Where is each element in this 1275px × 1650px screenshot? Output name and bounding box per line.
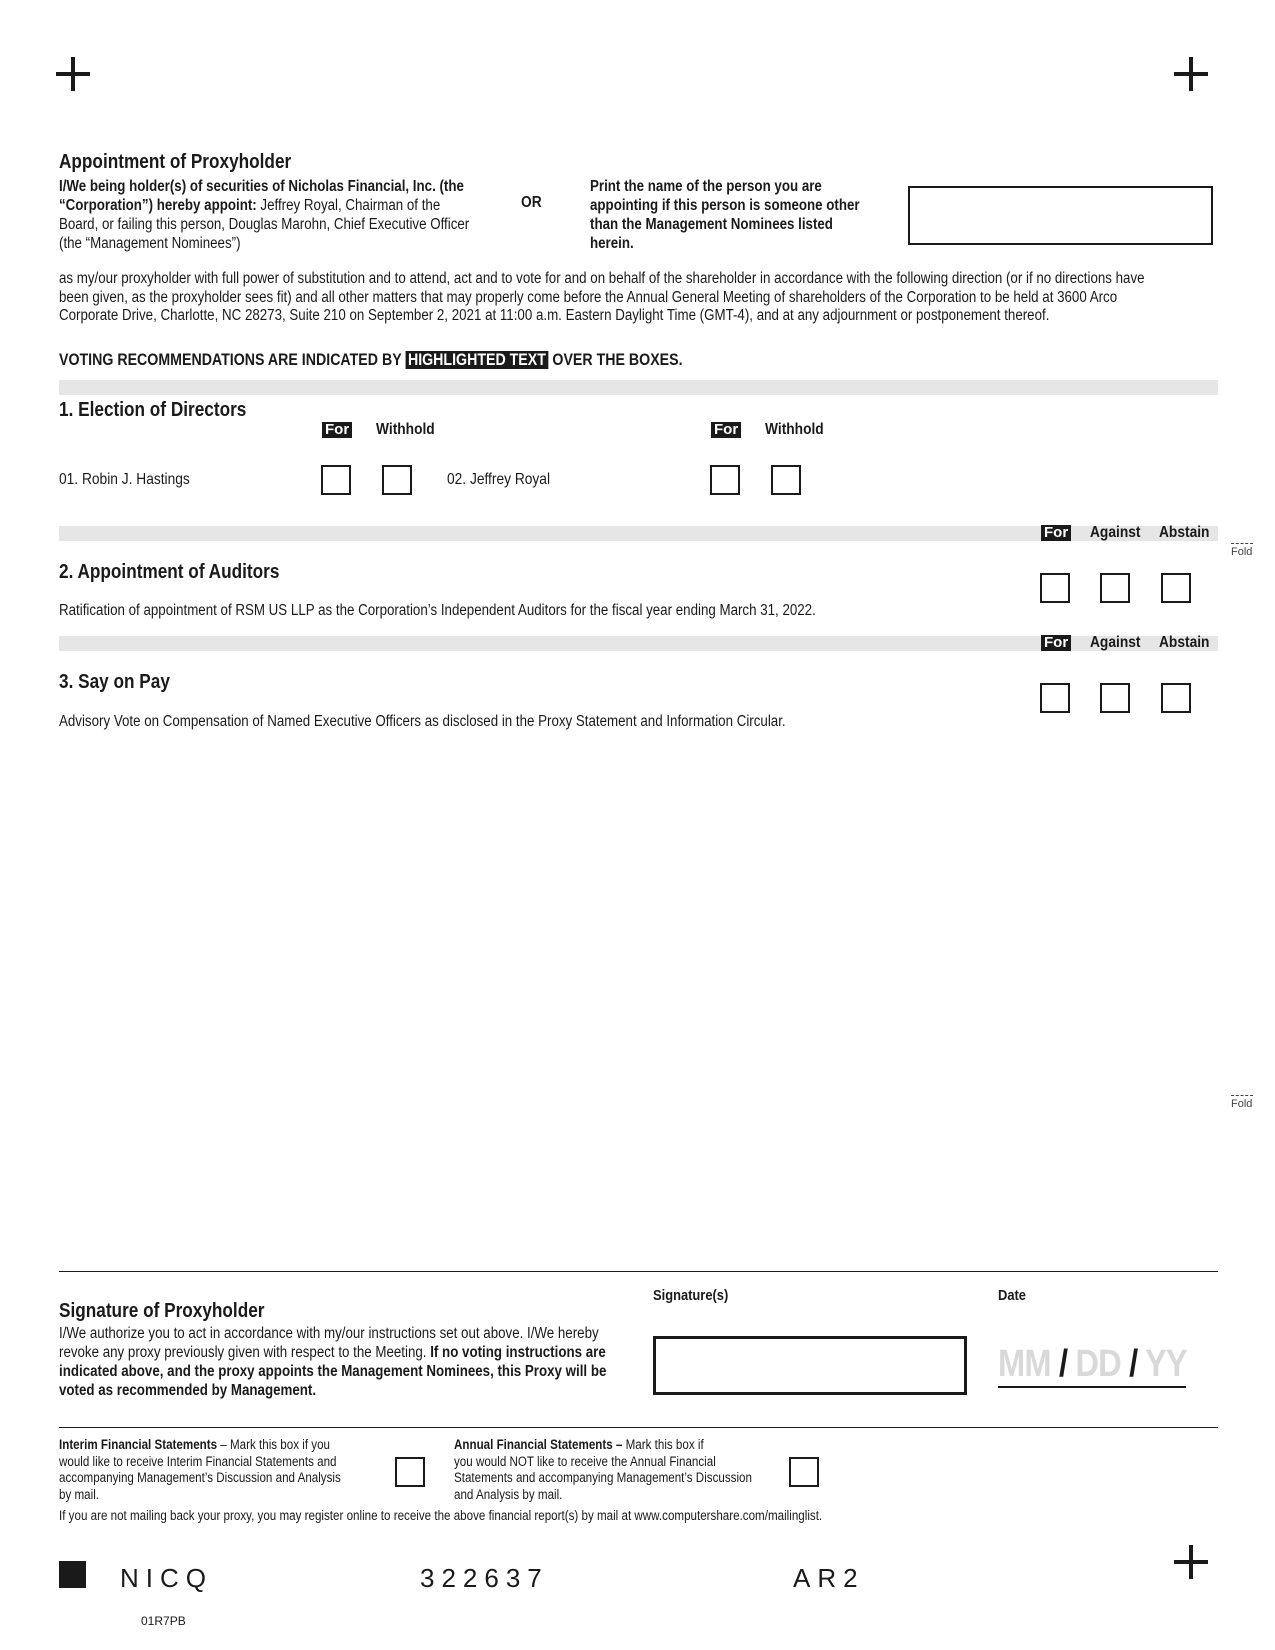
form-id: 01R7PB [141,1614,186,1628]
item1-nominee1-withhold-header: Withhold [376,421,435,438]
signature-line-4: voted as recommended by Management. [59,1382,317,1399]
nominee-name-2: 02. Jeffrey Royal [447,471,550,488]
interim-statements-checkbox[interactable] [395,1457,425,1487]
appointment-text [59,177,469,253]
interim-line-1-rest: – Mark this box if you [217,1437,331,1452]
voting-note-prefix: VOTING RECOMMENDATIONS ARE INDICATED BY [59,351,406,369]
appointment-line-2-bold: “Corporation”) hereby appoint: [59,197,257,214]
item1-nominee2-for-header: For [711,422,741,438]
nominee-name-1: 01. Robin J. Hastings [59,471,190,488]
date-separator-2: / [1129,1343,1138,1385]
annual-statements-text [454,1437,752,1503]
print-line-4: herein. [590,235,634,252]
interim-statements-text [59,1437,341,1503]
signature-line-2-plain: revoke any proxy previously given with respect to the Meeting. [59,1344,431,1361]
appointment-body-line-1: as my/our proxyholder with full power of substitution and to attend, act and to vote for and on behalf of the shareholder in accordance with the following direction (or if no directions have [59,270,1145,287]
interim-line-3: accompanying Management’s Discussion and Analysis [59,1470,341,1485]
section-band-1 [59,380,1218,395]
appointment-line-2-rest: Jeffrey Royal, Chairman of the [256,197,441,214]
registration-mark-bottom-right [1174,1545,1208,1579]
item3-for-header: For [1041,635,1071,651]
item1-nominee1-for-header: For [322,422,352,438]
item2-abstain-checkbox[interactable] [1161,573,1191,603]
appointment-body-line-3: Corporate Drive, Charlotte, NC 28273, Suite 210 on September 2, 2021 at 11:00 a.m. Eastern Daylight Time (GMT-4), and at any adjournment or postponement thereof. [59,307,1050,324]
item1-title: 1. Election of Directors [59,399,247,421]
footer-code-322637: 322637 [420,1563,549,1593]
registration-mark-top-right [1174,57,1208,91]
date-underline [998,1386,1186,1388]
nominee1-withhold-checkbox[interactable] [382,465,412,495]
item3-abstain-header: Abstain [1159,634,1210,651]
item3-for-checkbox[interactable] [1040,683,1070,713]
interim-line-4: by mail. [59,1486,100,1502]
appointment-body-line-2: been given, as the proxyholder sees fit) and all other matters that may properly come before the Annual General Meeting of shareholders of the Corporation to be held at 3600 Arco [59,288,1118,306]
appointment-line-4: (the “Management Nominees”) [59,235,241,252]
registration-mark-top-left [56,57,90,91]
nominee2-for-checkbox[interactable] [710,465,740,495]
nominee1-for-checkbox[interactable] [321,465,351,495]
annual-line-1-rest: Mark this box if [622,1437,704,1452]
signature-line-1: I/We authorize you to act in accordance with my/our instructions set out above. I/We hereby [59,1325,599,1342]
signature-text [59,1324,606,1400]
signature-line-2 [59,1343,606,1362]
item3-title: 3. Say on Pay [59,671,170,693]
signature-line-3: indicated above, and the proxy appoints the Management Nominees, this Proxy will be [59,1363,607,1380]
signature-label: Signature(s) [653,1287,729,1304]
date-mm-placeholder: MM [998,1343,1051,1385]
date-dd-placeholder: DD [1075,1343,1121,1385]
print-name-instructions [590,177,860,253]
voting-recommendations-note [59,351,683,370]
annual-title: Annual Financial Statements – [454,1437,623,1452]
item3-against-checkbox[interactable] [1100,683,1130,713]
item2-description: Ratification of appointment of RSM US LLP as the Corporation’s Independent Auditors for the fiscal year ending March 31, 2022. [59,602,816,619]
appointment-body [59,270,1145,326]
voting-note-suffix: OVER THE BOXES. [548,351,683,369]
appointment-line-3: Board, or failing this person, Douglas Marohn, Chief Executive Officer [59,216,470,233]
date-label: Date [998,1287,1026,1304]
divider-top [59,1271,1218,1272]
item3-description: Advisory Vote on Compensation of Named Executive Officers as disclosed in the Proxy Statement and Information Circular. [59,713,786,730]
appointment-line-2 [59,196,469,215]
appointment-title: Appointment of Proxyholder [59,151,292,173]
item2-for-header: For [1041,525,1071,541]
black-marker-square [59,1561,86,1588]
divider-bottom [59,1427,1218,1428]
mailing-list-note: If you are not mailing back your proxy, you may register online to receive the above financial report(s) by mail at www.computershare.com/mailinglist. [59,1508,823,1523]
interim-line-2: would like to receive Interim Financial Statements and [59,1453,337,1469]
item1-nominee2-withhold-header: Withhold [765,421,824,438]
interim-title: Interim Financial Statements [59,1437,218,1452]
proxyholder-name-input[interactable] [908,186,1213,245]
signature-input[interactable] [653,1336,967,1395]
print-line-3: than the Management Nominees listed [590,216,833,233]
footer-code-nicq: NICQ [120,1563,213,1593]
date-input[interactable] [998,1343,1187,1386]
annual-line-4: and Analysis by mail. [454,1486,563,1502]
annual-line-2: you would NOT like to receive the Annual Financial [454,1453,716,1469]
item3-against-header: Against [1090,634,1141,651]
appointment-line-1: I/We being holder(s) of securities of Nicholas Financial, Inc. (the [59,178,464,195]
item2-title: 2. Appointment of Auditors [59,561,280,583]
or-label: OR [521,194,542,211]
annual-statements-checkbox[interactable] [789,1457,819,1487]
print-line-2: appointing if this person is someone other [590,197,860,214]
item2-for-checkbox[interactable] [1040,573,1070,603]
signature-title: Signature of Proxyholder [59,1300,265,1322]
fold-mark-lower: Fold [1231,1098,1253,1110]
footer-code-ar2: AR2 [793,1563,865,1593]
nominee2-withhold-checkbox[interactable] [771,465,801,495]
annual-line-3: Statements and accompanying Management’s Discussion [454,1470,752,1485]
date-separator-1: / [1058,1343,1068,1385]
interim-line-1 [59,1437,341,1454]
print-line-1: Print the name of the person you are [590,178,822,195]
annual-line-1 [454,1437,752,1454]
date-yy-placeholder: YY [1144,1343,1187,1385]
item3-abstain-checkbox[interactable] [1161,683,1191,713]
fold-mark-upper: Fold [1231,546,1253,558]
voting-note-highlight: HIGHLIGHTED TEXT [405,351,548,369]
signature-line-2-bold: If no voting instructions are [430,1344,606,1361]
item2-against-checkbox[interactable] [1100,573,1130,603]
item2-abstain-header: Abstain [1159,524,1210,541]
item2-against-header: Against [1090,524,1141,541]
